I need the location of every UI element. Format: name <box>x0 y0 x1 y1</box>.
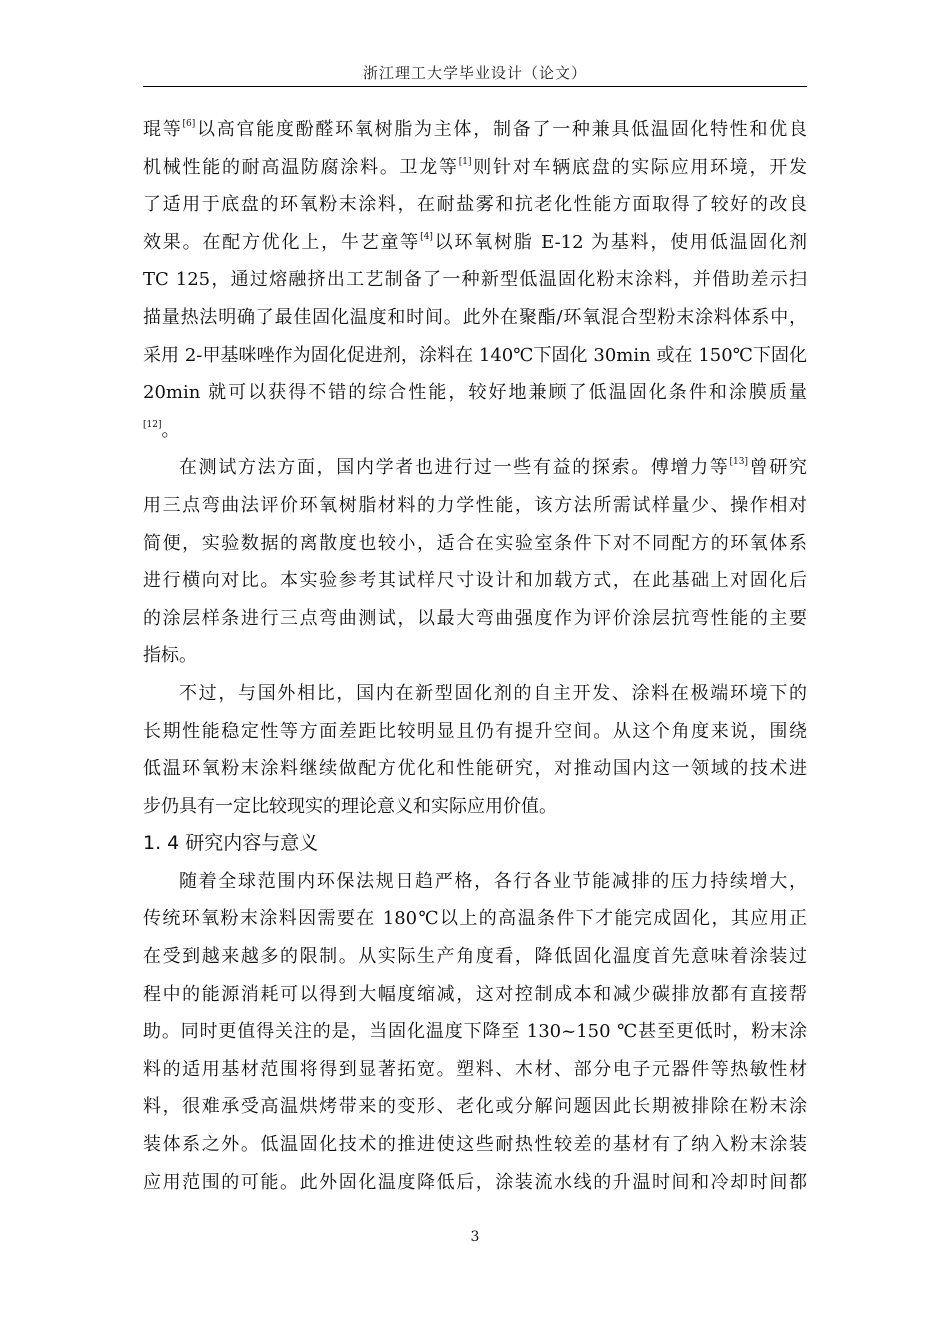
text-line <box>143 863 807 901</box>
text-line <box>143 750 807 788</box>
line-text: 则针对车辆底盘的实际应用环境，开发 <box>471 156 808 178</box>
citation: [4] <box>420 231 433 242</box>
text-line <box>143 1126 807 1164</box>
line-text: 料，很难承受高温烘烤带来的变形、老化或分解问题因此长期被排除在粉末涂 <box>143 1096 807 1118</box>
text-line <box>143 788 807 826</box>
line-text: 效果。在配方优化上，牛艺童等 <box>143 231 421 253</box>
line-text: 。 <box>161 419 180 441</box>
line-text: 程中的能源消耗可以得到大幅度缩减，这对控制成本和减少碳排放都有直接帮 <box>143 983 807 1005</box>
citation: [6] <box>182 119 196 129</box>
line-text: 了适用于底盘的环氧粉末涂料，在耐盐雾和抗老化性能方面取得了较好的改良 <box>143 194 807 216</box>
text-line <box>143 1013 807 1051</box>
line-text: 长期性能稳定性等方面差距比较明显且仍有提升空间。从这个角度来说，围绕 <box>143 720 807 742</box>
body-text <box>143 111 807 1201</box>
citation: [13] <box>729 457 749 468</box>
section-heading: 1. 4 研究内容与意义 <box>143 832 319 855</box>
line-text: TC 125，通过熔融挤出工艺制备了一种新型低温固化粉末涂料，并借助差示扫 <box>143 269 807 291</box>
running-header: 浙江理工大学毕业设计（论文） <box>362 64 587 82</box>
line-text: 步仍具有一定比较现实的理论意义和实际应用价值。 <box>143 795 557 817</box>
line-text: 在受到越来越多的限制。从实际生产角度看，降低固化温度首先意味着涂装过 <box>143 946 807 968</box>
line-text: 描量热法明确了最佳固化温度和时间。此外在聚酯/环氧混合型粉末涂料体系中， <box>143 306 807 328</box>
text-line <box>143 449 807 487</box>
text-line <box>143 1051 807 1089</box>
line-text: 料的适用基材范围将得到显著拓宽。塑料、木材、部分电子元器件等热敏性材 <box>143 1058 807 1080</box>
text-line <box>143 374 807 412</box>
line-text: 20min 就可以获得不错的综合性能，较好地兼顾了低温固化条件和涂膜质量 <box>143 382 807 404</box>
text-line <box>143 224 807 262</box>
line-text: 用三点弯曲法评价环氧树脂材料的力学性能，该方法所需试样量少、操作相对 <box>143 494 807 516</box>
text-line <box>143 299 807 337</box>
text-line <box>143 675 807 713</box>
text-line <box>143 1164 807 1202</box>
line-text: 在测试方法方面，国内学者也进行过一些有益的探索。傅增力等 <box>179 457 730 479</box>
text-line <box>143 525 807 563</box>
line-text: 进行横向对比。本实验参考其试样尺寸设计和加载方式，在此基础上对固化后 <box>143 570 807 592</box>
line-text: 传统环氧粉末涂料因需要在 180℃以上的高温条件下才能完成固化，其应用正 <box>143 908 807 930</box>
text-line <box>143 900 807 938</box>
line-text: 的涂层样条进行三点弯曲测试，以最大弯曲强度作为评价涂层抗弯性能的主要 <box>143 607 807 629</box>
text-line <box>143 149 807 187</box>
line-text: 指标。 <box>143 645 197 667</box>
text-line <box>143 938 807 976</box>
line-text: 机械性能的耐高温防腐涂料。卫龙等 <box>143 156 459 178</box>
text-line <box>143 1088 807 1126</box>
line-text: 随着全球范围内环保法规日趋严格，各行各业节能减排的压力持续增大， <box>179 870 807 892</box>
line-text: 助。同时更值得关注的是，当固化温度下降至 130~150 ℃甚至更低时，粉末涂 <box>143 1021 807 1043</box>
page-number: 3 <box>470 1229 480 1245</box>
text-line <box>143 261 807 299</box>
text-line <box>143 562 807 600</box>
text-line <box>143 600 807 638</box>
text-line <box>143 487 807 525</box>
line-text: 应用范围的可能。此外固化温度降低后，涂装流水线的升温时间和冷却时间都 <box>143 1171 807 1193</box>
line-text: 低温环氧粉末涂料继续做配方优化和性能研究，对推动国内这一领域的技术进 <box>143 758 807 780</box>
line-text: 简便，实验数据的离散度也较小，适合在实验室条件下对不同配方的环氧体系 <box>143 532 807 554</box>
text-line <box>143 976 807 1014</box>
header-rule <box>143 86 807 87</box>
citation: [12] <box>143 419 162 430</box>
line-text: 琨等 <box>143 119 183 140</box>
text-line <box>143 637 807 675</box>
text-line <box>143 186 807 224</box>
text-line <box>143 111 807 149</box>
text-line <box>143 713 807 751</box>
line-text: 装体系之外。低温固化技术的推进使这些耐热性较差的基材有了纳入粉末涂装 <box>143 1134 807 1156</box>
text-line <box>143 337 807 375</box>
citation: [1] <box>458 156 472 167</box>
line-text: 曾研究 <box>748 457 808 479</box>
line-text: 不过，与国外相比，国内在新型固化剂的自主开发、涂料在极端环境下的 <box>179 682 807 704</box>
line-text: 以环氧树脂 E-12 为基料，使用低温固化剂 <box>432 231 808 253</box>
line-text: 采用 2-甲基咪唑作为固化促进剂，涂料在 140℃下固化 30min 或在 150℃下固化 <box>143 344 807 366</box>
line-text: 以高官能度酚醛环氧树脂为主体，制备了一种兼具低温固化特性和优良 <box>195 119 808 140</box>
text-line <box>143 412 807 450</box>
